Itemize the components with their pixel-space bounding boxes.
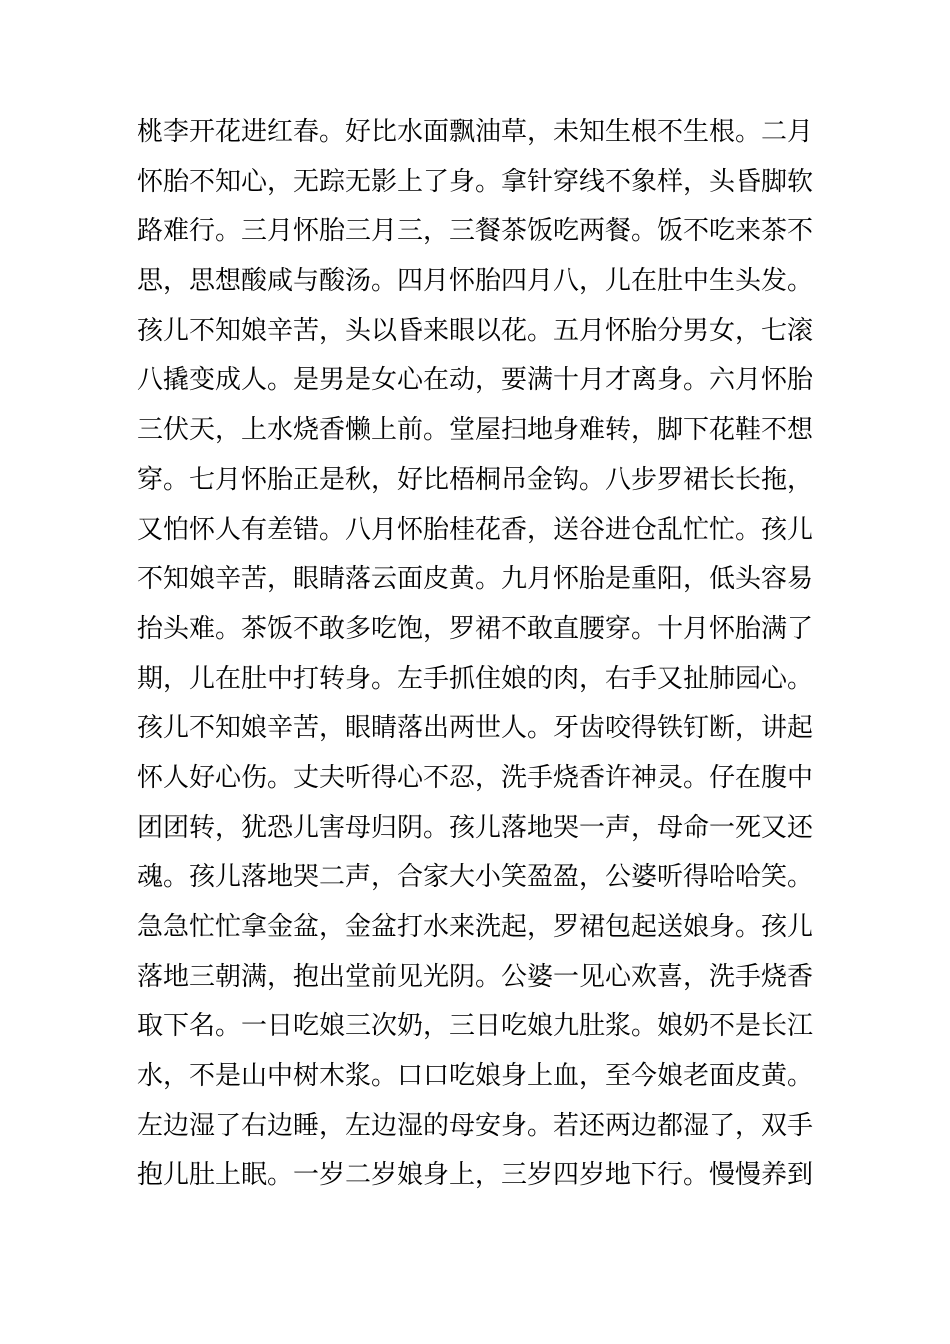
- text-line: 孩儿不知娘辛苦，头以昏来眼以花。五月怀胎分男女，七滚: [137, 315, 814, 346]
- text-line: 团团转，犹恐儿害母归阴。孩儿落地哭一声，母命一死又还: [137, 812, 814, 843]
- text-line: 抱儿肚上眠。一岁二岁娘身上，三岁四岁地下行。慢慢养到: [137, 1160, 814, 1191]
- text-line: 左边湿了右边睡，左边湿的母安身。若还两边都湿了，双手: [137, 1110, 814, 1141]
- text-line: 魂。孩儿落地哭二声，合家大小笑盈盈，公婆听得哈哈笑。: [137, 862, 814, 893]
- text-line: 水，不是山中树木浆。口口吃娘身上血，至今娘老面皮黄。: [137, 1061, 814, 1092]
- text-line: 期，儿在肚中打转身。左手抓住娘的肉，右手又扯肺园心。: [137, 663, 814, 694]
- text-line: 桃李开花进红春。好比水面飘油草，未知生根不生根。二月: [137, 117, 814, 147]
- text-line: 抬头难。茶饭不敢多吃饱，罗裙不敢直腰穿。十月怀胎满了: [137, 613, 814, 644]
- text-line: 路难行。三月怀胎三月三，三餐茶饭吃两餐。饭不吃来茶不: [137, 216, 814, 247]
- text-line: 急急忙忙拿金盆，金盆打水来洗起，罗裙包起送娘身。孩儿: [137, 912, 814, 942]
- text-line: 怀胎不知心，无踪无影上了身。拿针穿线不象样，头昏脚软: [137, 166, 814, 197]
- text-line: 取下名。一日吃娘三次奶，三日吃娘九肚浆。娘奶不是长江: [137, 1011, 814, 1042]
- text-line: 怀人好心伤。丈夫听得心不忍，洗手烧香许神灵。仔在腹中: [137, 762, 814, 793]
- text-line: 八撬变成人。是男是女心在动，要满十月才离身。六月怀胎: [137, 365, 814, 396]
- text-line: 孩儿不知娘辛苦，眼睛落出两世人。牙齿咬得铁钉断，讲起: [137, 713, 814, 744]
- text-line: 落地三朝满，抱出堂前见光阴。公婆一见心欢喜，洗手烧香: [137, 961, 814, 992]
- body-text: [137, 108, 817, 1201]
- text-line: 不知娘辛苦，眼睛落云面皮黄。九月怀胎是重阳，低头容易: [137, 564, 814, 595]
- text-line: 思，思想酸咸与酸汤。四月怀胎四月八，儿在肚中生头发。: [137, 266, 814, 297]
- text-line: 又怕怀人有差错。八月怀胎桂花香，送谷进仓乱忙忙。孩儿: [137, 514, 814, 545]
- text-line: 穿。七月怀胎正是秋，好比梧桐吊金钩。八步罗裙长长拖，: [137, 464, 814, 495]
- text-line: 三伏天，上水烧香懒上前。堂屋扫地身难转，脚下花鞋不想: [137, 415, 814, 446]
